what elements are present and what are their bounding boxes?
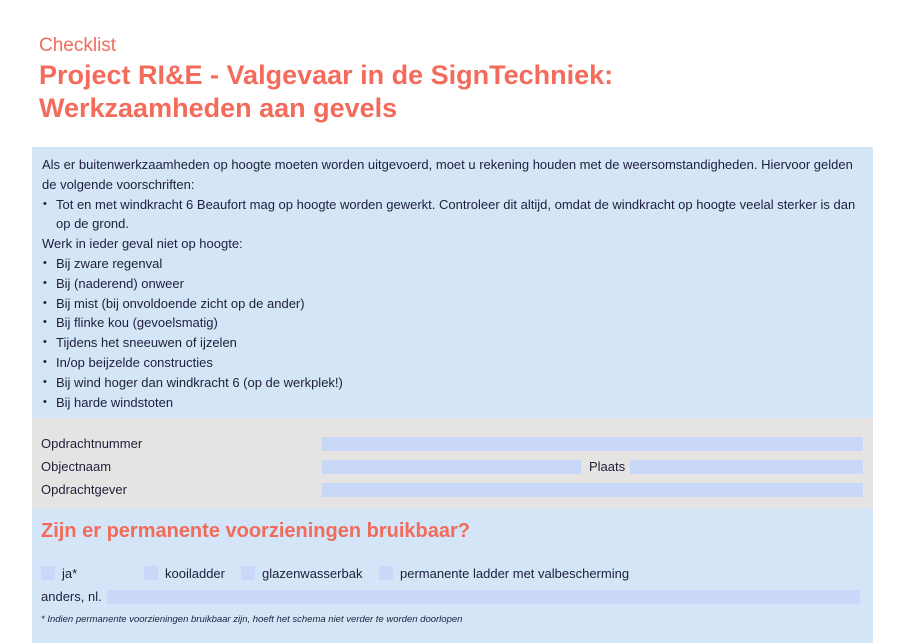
condition-item: • Bij zware regenval	[42, 254, 863, 274]
kooiladder-label: kooiladder	[165, 566, 225, 581]
intro-text: Als er buitenwerkzaamheden op hoogte moeten worden uitgevoerd, moet u rekening houden met de weersomstandigheden. Hiervoor gelden de volgende voorschriften:	[42, 157, 853, 192]
weather-rules-panel	[32, 147, 873, 418]
title-line-1: Project RI&E - Valgevaar in de SignTechniek:	[39, 60, 614, 90]
document-title	[39, 59, 879, 125]
condition-item: • Bij flinke kou (gevoelsmatig)	[42, 313, 863, 333]
opdrachtnummer-label: Opdrachtnummer	[41, 436, 143, 451]
plaats-field[interactable]	[630, 460, 863, 474]
section-heading: Zijn er permanente voorzieningen bruikbaar?	[41, 520, 470, 542]
project-details-form	[32, 418, 873, 508]
objectnaam-label: Objectnaam	[41, 459, 112, 474]
footnote: * Indien permanente voorzieningen bruikbaar zijn, hoeft het schema niet verder te worden doorlopen	[41, 614, 463, 625]
condition-item: • Bij wind hoger dan windkracht 6 (op de werkplek!)	[42, 373, 863, 393]
opdrachtgever-label: Opdrachtgever	[41, 482, 127, 497]
rule-list	[42, 195, 863, 235]
title-line-2: Werkzaamheden aan gevels	[39, 93, 398, 123]
glazenwasserbak-checkbox[interactable]	[241, 566, 255, 580]
condition-item: • In/op beijzelde constructies	[42, 353, 863, 373]
ja-checkbox[interactable]	[41, 566, 55, 580]
conditions-list	[42, 254, 863, 412]
anders-label: anders, nl.	[41, 589, 102, 604]
permanente-ladder-checkbox[interactable]	[379, 566, 393, 580]
never-heading: Werk in ieder geval niet op hoogte:	[42, 236, 243, 252]
condition-item: • Bij mist (bij onvoldoende zicht op de ander)	[42, 294, 863, 314]
ja-label: ja*	[62, 566, 78, 581]
permanent-facilities-section	[32, 508, 873, 643]
opdrachtgever-field[interactable]	[322, 483, 863, 497]
permanente-ladder-label: permanente ladder met valbescherming	[400, 566, 630, 581]
condition-item: • Bij (naderend) onweer	[42, 274, 863, 294]
glazenwasserbak-label: glazenwasserbak	[262, 566, 363, 581]
kooiladder-checkbox[interactable]	[144, 566, 158, 580]
rule-item: • Tot en met windkracht 6 Beaufort mag op hoogte worden gewerkt. Controleer dit altijd, omdat de windkracht op hoogte veelal sterker is dan op de grond.	[42, 195, 863, 235]
opdrachtnummer-field[interactable]	[322, 437, 863, 451]
plaats-label: Plaats	[589, 459, 626, 474]
document-subtitle: Checklist	[39, 35, 117, 56]
condition-item: • Bij harde windstoten	[42, 393, 863, 413]
document-header	[39, 34, 879, 125]
condition-item: • Tijdens het sneeuwen of ijzelen	[42, 333, 863, 353]
objectnaam-field[interactable]	[322, 460, 581, 474]
anders-field[interactable]	[107, 590, 860, 604]
